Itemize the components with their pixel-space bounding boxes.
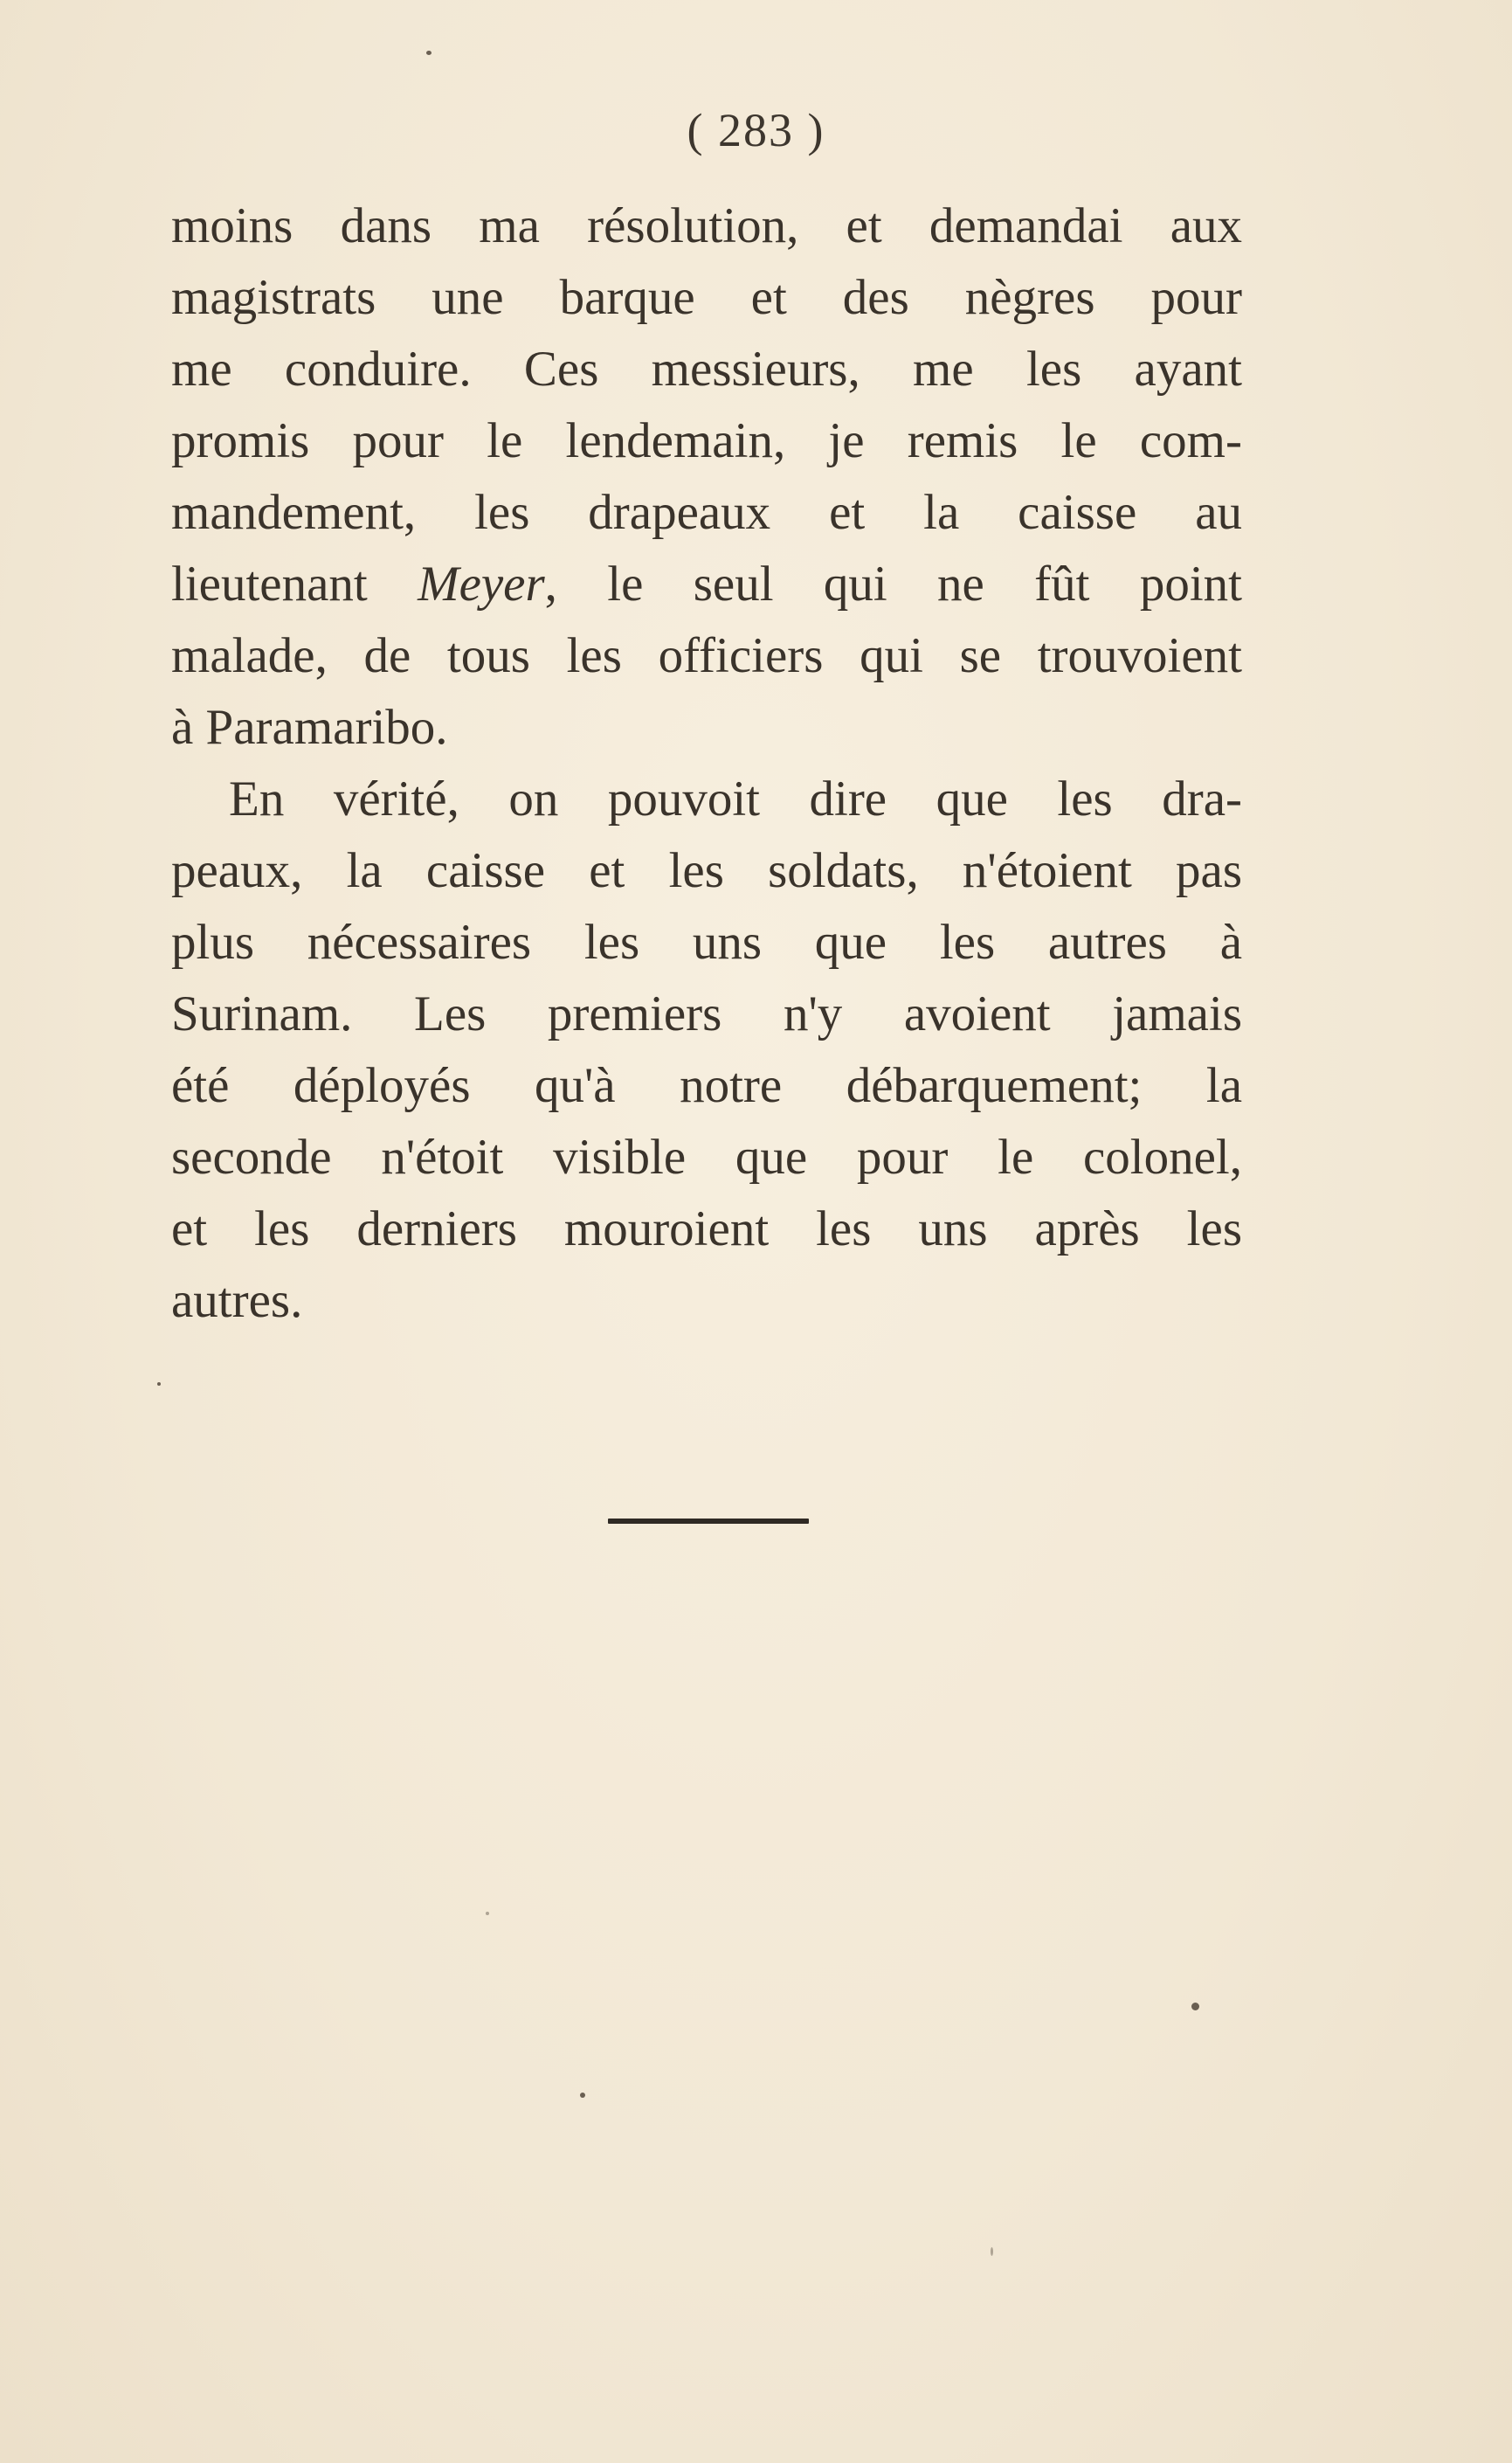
text-line: promis pour le lendemain, je remis le com- [171, 413, 1242, 468]
page-number: ( 283 ) [687, 104, 825, 156]
paper-speck [991, 2247, 993, 2256]
text-line: Surinam. Les premiers n'y avoient jamais [171, 986, 1242, 1041]
text-line: peaux, la caisse et les soldats, n'étoient pas [171, 843, 1242, 898]
paper-speck [426, 51, 432, 55]
text-line: plus nécessaires les uns que les autres à [171, 915, 1242, 970]
text-line: malade, de tous les officiers qui se trouvoient [171, 628, 1242, 683]
paragraph-1 [171, 190, 1242, 764]
paragraph-2 [171, 764, 1242, 1337]
chapter-end-rule [608, 1519, 809, 1524]
paper-speck [580, 2093, 585, 2098]
text-line: seconde n'étoit visible que pour le colonel, [171, 1130, 1242, 1185]
text-line: me conduire. Ces messieurs, me les ayant [171, 342, 1242, 397]
paper-speck [157, 1382, 161, 1386]
paper-speck [1191, 2003, 1199, 2010]
text-fragment: lieutenant [171, 557, 368, 612]
person-name: Meyer [418, 557, 545, 612]
text-line: et les derniers mouroient les uns après les [171, 1201, 1242, 1256]
text-line: mandement, les drapeaux et la caisse au [171, 485, 1242, 540]
text-fragment: , le seul qui ne fût point [544, 557, 1242, 612]
paper-speck [486, 1912, 489, 1915]
text-line: été déployés qu'à notre débarquement; la [171, 1058, 1242, 1113]
text-line: à Paramaribo. [171, 700, 448, 755]
text-line: moins dans ma résolution, et demandai aux [171, 198, 1242, 253]
text-line-with-name [171, 549, 1242, 620]
text-line: magistrats une barque et des nègres pour [171, 270, 1242, 325]
text-line: En vérité, on pouvoit dire que les dra- [229, 771, 1242, 827]
body-text [171, 190, 1242, 1337]
text-line: autres. [171, 1273, 303, 1328]
